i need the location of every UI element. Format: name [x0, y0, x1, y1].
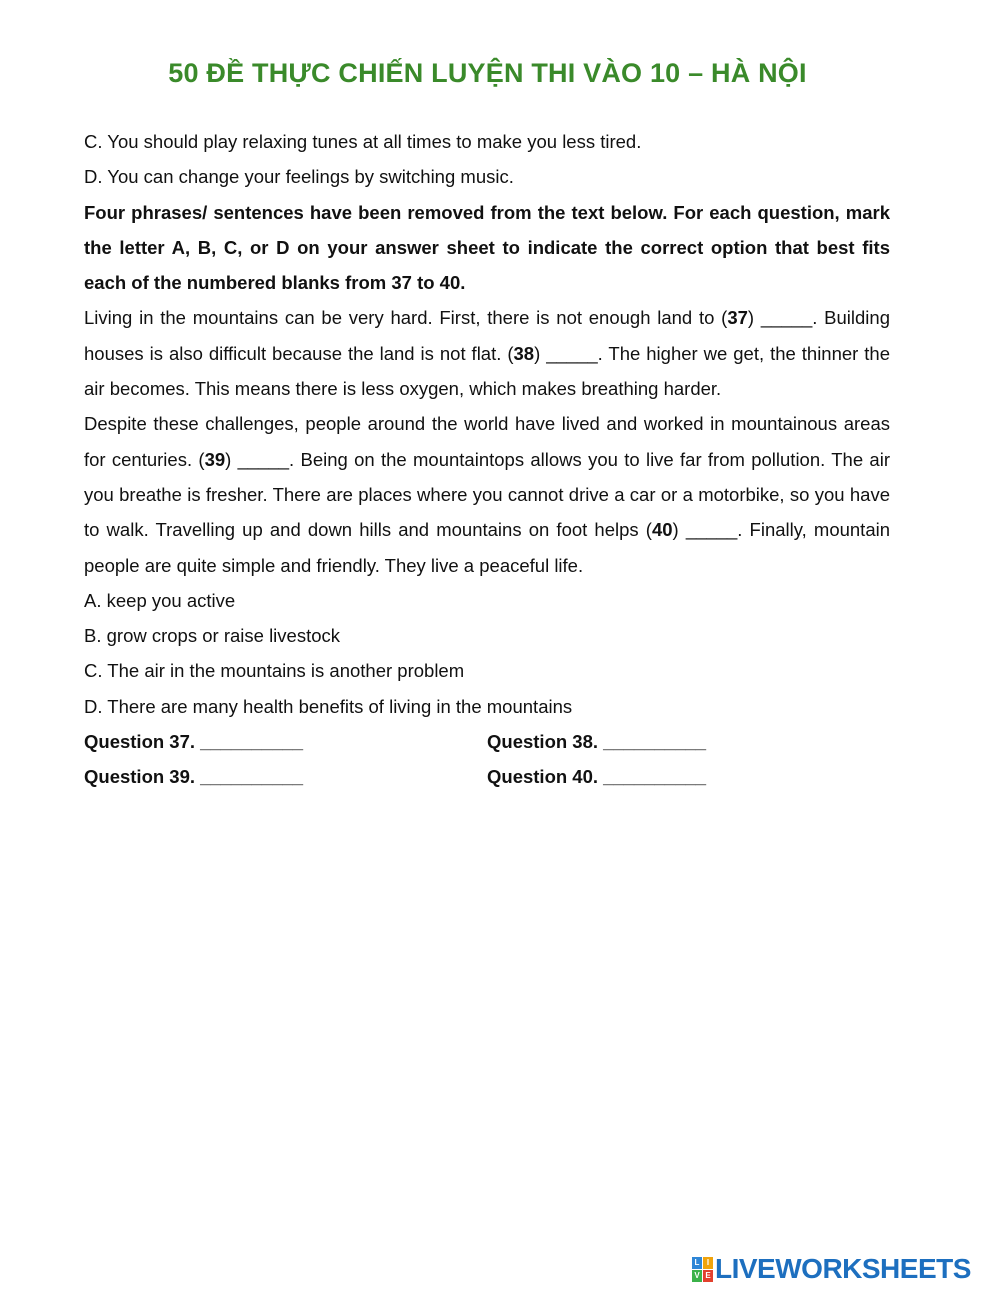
- answer-row: [84, 759, 890, 794]
- blank-number-38: 38: [513, 342, 535, 364]
- option-c: C. The air in the mountains is another problem: [84, 660, 465, 682]
- instruction: Four phrases/ sentences have been removed from the text below. For each question, mark the letter A, B, C, or D on your answer sheet to indicate the correct option that best fits each of the numbered blanks from 37 to 40.: [84, 201, 890, 294]
- passage-text: ) _____. Building houses is also difficult because the land is not flat. (: [84, 307, 890, 364]
- page-title: 50 ĐỀ THỰC CHIẾN LUYỆN THI VÀO 10 – HÀ NỘI: [168, 58, 807, 88]
- blank-number-40: 40: [651, 519, 673, 541]
- passage-text: Despite these challenges, people around the world have lived and worked in mountainous areas for centuries. (: [84, 413, 890, 470]
- passage-text: Living in the mountains can be very hard. First, there is not enough land to (: [84, 307, 728, 329]
- answer-question-38[interactable]: Question 38. __________: [487, 731, 707, 753]
- liveworksheets-logo: [692, 1254, 971, 1284]
- answer-question-40[interactable]: Question 40. __________: [487, 766, 707, 788]
- prev-option-c: C. You should play relaxing tunes at all times to make you less tired.: [84, 131, 642, 152]
- worksheet-content: [84, 124, 890, 795]
- answer-row: [84, 724, 890, 759]
- answer-question-37[interactable]: Question 37. __________: [84, 731, 304, 753]
- passage-text: ) _____. Being on the mountaintops allows you to live far from pollution. The air you breathe is fresher. There are places where you cannot drive a car or a motorbike, so you have to walk. Travelling up and down hills and mountains on foot helps (: [84, 448, 890, 541]
- passage-text: ) _____. The higher we get, the thinner the air becomes. This means there is less oxygen, which makes breathing harder.: [84, 342, 891, 400]
- answer-question-39[interactable]: Question 39. __________: [84, 766, 304, 788]
- blank-number-39: 39: [204, 448, 226, 470]
- prev-option-d: D. You can change your feelings by switching music.: [84, 166, 514, 188]
- option-b: B. grow crops or raise livestock: [84, 625, 341, 647]
- passage-paragraph-1: [84, 300, 890, 406]
- option-a: A. keep you active: [84, 589, 236, 611]
- option-d: D. There are many health benefits of living in the mountains: [84, 695, 573, 717]
- passage-text: ) _____. Finally, mountain people are quite simple and friendly. They live a peaceful life.: [84, 519, 891, 576]
- blank-number-37: 37: [727, 307, 748, 329]
- passage-paragraph-2: [84, 406, 890, 582]
- liveworksheets-logo-icon: L I V E: [692, 1257, 712, 1281]
- logo-text: LIVEWORKSHEETS: [715, 1253, 971, 1284]
